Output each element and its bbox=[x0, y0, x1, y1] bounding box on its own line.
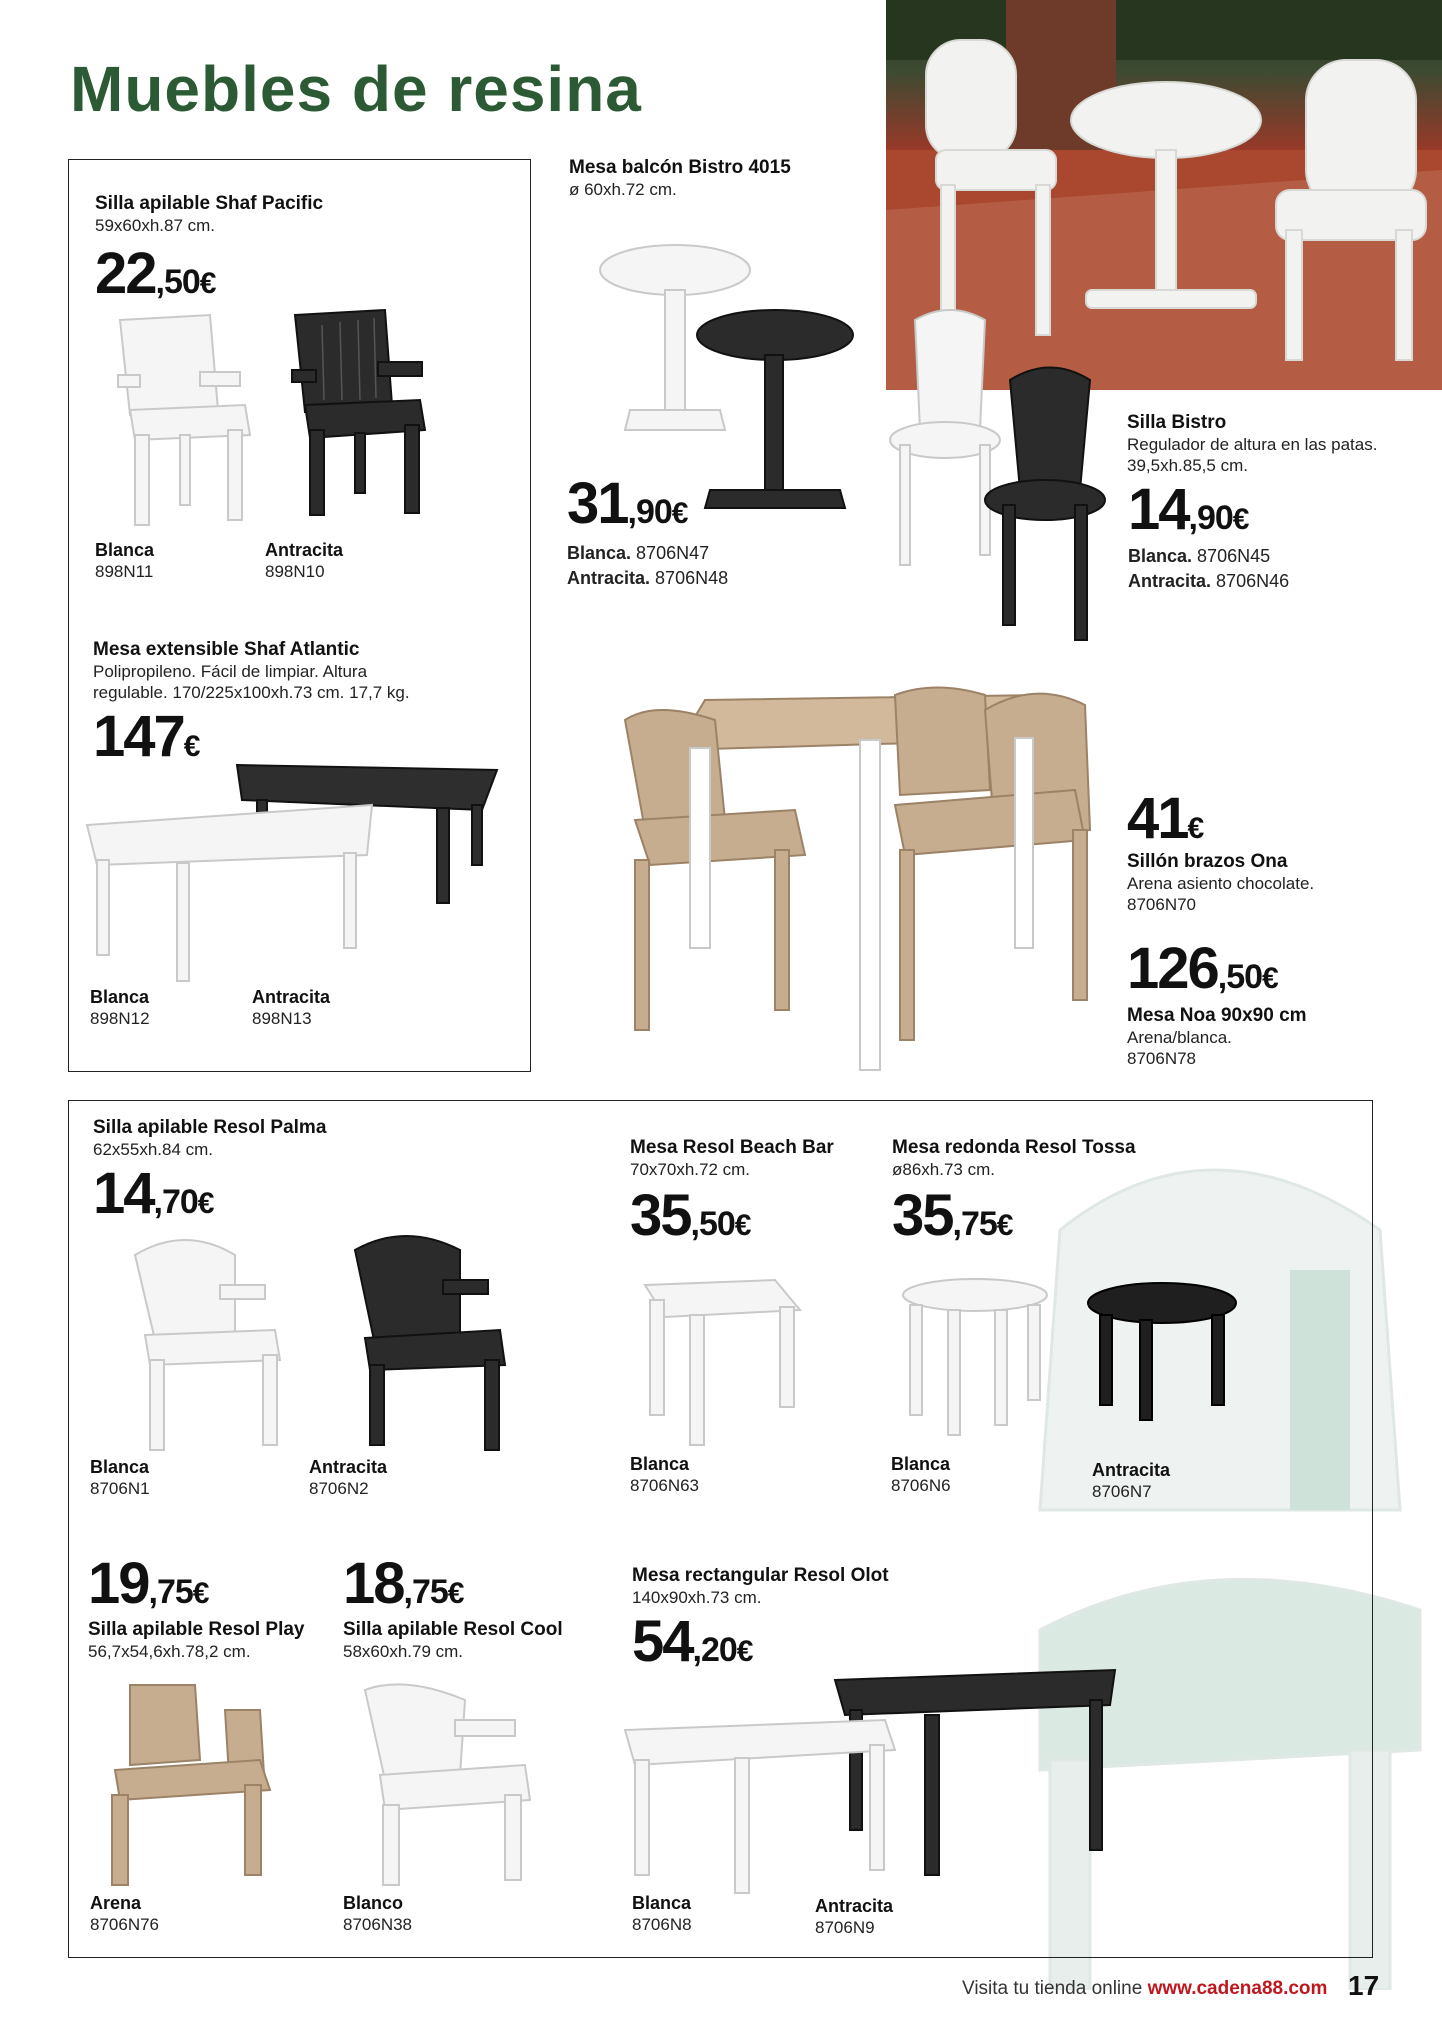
shaf-atlantic-variant-1-code: 898N12 bbox=[90, 1009, 150, 1028]
noa-price: 126,50€ bbox=[1127, 936, 1277, 1001]
shaf-pacific-variant-2-name: Antracita bbox=[265, 540, 344, 560]
beach-bar-variant-name: Blanca bbox=[630, 1454, 690, 1474]
shaf-pacific-dims: 59x60xh.87 cm. bbox=[95, 216, 216, 235]
shaf-atlantic-price: 147€ bbox=[93, 704, 199, 769]
olot-dims: 140x90xh.73 cm. bbox=[632, 1588, 762, 1607]
bistro-chair-price: 14,90€ bbox=[1128, 477, 1248, 542]
shaf-pacific-variant-2-code: 898N10 bbox=[265, 562, 325, 581]
bistro-table-variant-2: Antracita. 8706N48 bbox=[567, 568, 729, 588]
palma-price: 14,70€ bbox=[93, 1161, 213, 1226]
shaf-atlantic-desc-2: regulable. 170/225x100xh.73 cm. 17,7 kg. bbox=[93, 683, 410, 702]
palma-dims: 62x55xh.84 cm. bbox=[93, 1140, 214, 1159]
tossa-price: 35,75€ bbox=[892, 1183, 1012, 1248]
tossa-variant-1-name: Blanca bbox=[891, 1454, 951, 1474]
cool-variant-code: 8706N38 bbox=[343, 1915, 413, 1934]
footer-online-store bbox=[962, 1978, 1327, 2000]
cool-price: 18,75€ bbox=[343, 1551, 463, 1616]
play-dims: 56,7x54,6xh.78,2 cm. bbox=[88, 1642, 251, 1661]
tossa-tables-image bbox=[900, 1275, 1240, 1450]
bistro-table-variant-1: Blanca. 8706N47 bbox=[567, 543, 710, 563]
tossa-variant-2-code: 8706N7 bbox=[1092, 1482, 1152, 1501]
beach-bar-dims: 70x70xh.72 cm. bbox=[630, 1160, 751, 1179]
play-name: Silla apilable Resol Play bbox=[88, 1619, 305, 1640]
palma-chairs-image bbox=[125, 1230, 525, 1460]
noa-desc: Arena/blanca. bbox=[1127, 1028, 1232, 1047]
cool-variant-name: Blanco bbox=[343, 1893, 404, 1913]
palma-name: Silla apilable Resol Palma bbox=[93, 1117, 327, 1138]
cool-chair-image bbox=[355, 1680, 545, 1890]
beach-bar-price: 35,50€ bbox=[630, 1183, 750, 1248]
shaf-pacific-price: 22,50€ bbox=[95, 241, 215, 306]
palma-variant-2-name: Antracita bbox=[309, 1457, 388, 1477]
olot-name: Mesa rectangular Resol Olot bbox=[632, 1565, 889, 1586]
tossa-variant-2-name: Antracita bbox=[1092, 1460, 1171, 1480]
bistro-chair-desc: Regulador de altura en las patas. bbox=[1127, 435, 1378, 454]
shaf-pacific-variant-1-code: 898N11 bbox=[95, 562, 154, 581]
bistro-chair-variant-2: Antracita. 8706N46 bbox=[1128, 571, 1290, 591]
bistro-table-price: 31,90€ bbox=[567, 471, 687, 536]
play-variant-code: 8706N76 bbox=[90, 1915, 160, 1934]
olot-variant-2-code: 8706N9 bbox=[815, 1918, 875, 1937]
shaf-atlantic-variant-1-name: Blanca bbox=[90, 987, 150, 1007]
palma-variant-2-code: 8706N2 bbox=[309, 1479, 369, 1498]
bistro-table-name: Mesa balcón Bistro 4015 bbox=[569, 157, 791, 178]
shaf-atlantic-name: Mesa extensible Shaf Atlantic bbox=[93, 639, 360, 660]
tossa-name: Mesa redonda Resol Tossa bbox=[892, 1137, 1136, 1158]
noa-name: Mesa Noa 90x90 cm bbox=[1127, 1005, 1307, 1026]
beach-bar-table-image bbox=[640, 1275, 810, 1450]
ona-noa-dining-set-image bbox=[595, 680, 1105, 1080]
page-number: 17 bbox=[1348, 1970, 1380, 2001]
olot-variant-1-code: 8706N8 bbox=[632, 1915, 692, 1934]
ona-code: 8706N70 bbox=[1127, 895, 1197, 914]
palma-variant-1-code: 8706N1 bbox=[90, 1479, 150, 1498]
beach-bar-variant-code: 8706N63 bbox=[630, 1476, 700, 1495]
play-variant-name: Arena bbox=[90, 1893, 142, 1913]
cool-dims: 58x60xh.79 cm. bbox=[343, 1642, 464, 1661]
shaf-atlantic-tables-image bbox=[82, 745, 512, 985]
page-title: Muebles de resina bbox=[70, 53, 642, 125]
tossa-variant-1-code: 8706N6 bbox=[891, 1476, 951, 1495]
tossa-dims: ø86xh.73 cm. bbox=[892, 1160, 995, 1179]
shaf-pacific-chairs-image bbox=[100, 300, 480, 530]
ona-name: Sillón brazos Ona bbox=[1127, 851, 1288, 872]
play-chair-image bbox=[100, 1680, 290, 1890]
footer-text: Visita tu tienda online bbox=[962, 1978, 1143, 1999]
olot-variant-1-name: Blanca bbox=[632, 1893, 692, 1913]
shaf-pacific-name: Silla apilable Shaf Pacific bbox=[95, 193, 324, 214]
shaf-atlantic-variant-2-name: Antracita bbox=[252, 987, 331, 1007]
bistro-chairs-image bbox=[865, 300, 1125, 650]
ona-price: 41€ bbox=[1127, 786, 1203, 851]
bistro-table-dims: ø 60xh.72 cm. bbox=[569, 180, 677, 199]
noa-code: 8706N78 bbox=[1127, 1049, 1197, 1068]
olot-variant-2-name: Antracita bbox=[815, 1896, 894, 1916]
play-price: 19,75€ bbox=[88, 1551, 208, 1616]
olot-tables-image bbox=[620, 1660, 1120, 1900]
bistro-chair-variant-1: Blanca. 8706N45 bbox=[1128, 546, 1271, 566]
cool-name: Silla apilable Resol Cool bbox=[343, 1619, 563, 1640]
olot-price: 54,20€ bbox=[632, 1609, 752, 1674]
footer-url[interactable]: www.cadena88.com bbox=[1147, 1978, 1328, 1999]
shaf-pacific-variant-1-name: Blanca bbox=[95, 540, 155, 560]
bistro-chair-name: Silla Bistro bbox=[1127, 412, 1227, 433]
ona-desc: Arena asiento chocolate. bbox=[1127, 874, 1315, 893]
palma-variant-1-name: Blanca bbox=[90, 1457, 150, 1477]
beach-bar-name: Mesa Resol Beach Bar bbox=[630, 1137, 834, 1158]
shaf-atlantic-desc-1: Polipropileno. Fácil de limpiar. Altura bbox=[93, 662, 368, 681]
shaf-atlantic-variant-2-code: 898N13 bbox=[252, 1009, 312, 1028]
bistro-chair-dims: 39,5xh.85,5 cm. bbox=[1127, 456, 1248, 475]
